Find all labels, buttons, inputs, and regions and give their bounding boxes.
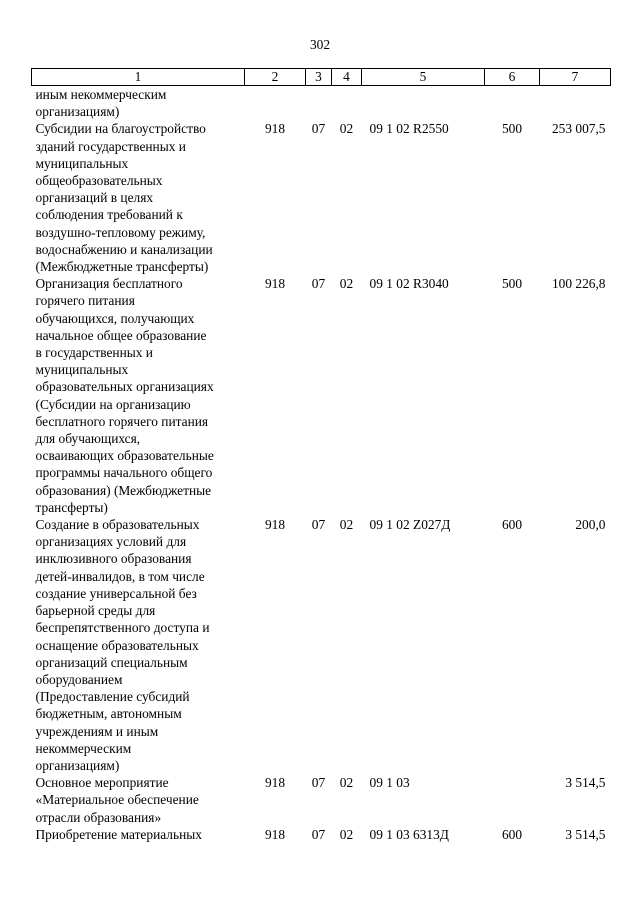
header-col-6: 6 xyxy=(485,69,540,86)
amount-cell xyxy=(540,86,611,121)
amount-cell: 3 514,5 xyxy=(565,775,606,791)
table-row xyxy=(32,774,611,826)
subsection-cell xyxy=(332,86,362,121)
subsection-cell: 02 xyxy=(339,517,354,533)
expense-type-cell xyxy=(485,86,540,121)
row-name-cell xyxy=(32,516,245,774)
admin-code-cell: 918 xyxy=(264,775,286,791)
header-col-5: 5 xyxy=(362,69,485,86)
header-col-7: 7 xyxy=(540,69,611,86)
name-line: отрасли образования» xyxy=(35,809,162,825)
row-name-cell xyxy=(32,826,245,843)
name-line: в государственных и xyxy=(35,345,153,361)
name-line: соблюдения требований к xyxy=(35,207,183,223)
admin-code-cell: 918 xyxy=(264,121,286,137)
name-line: некоммерческим xyxy=(35,740,132,756)
name-line: детей-инвалидов, в том числе xyxy=(35,568,205,584)
section-cell xyxy=(306,86,332,121)
name-line: программы начального общего xyxy=(35,465,213,481)
amount-cell: 3 514,5 xyxy=(565,826,606,842)
expense-type-cell: 500 xyxy=(501,121,523,137)
name-line: учреждениям и иным xyxy=(35,723,159,739)
name-line: организаций специальным xyxy=(35,654,188,670)
name-line: Субсидии на благоустройство xyxy=(35,121,206,137)
name-line: Основное мероприятие xyxy=(35,775,169,791)
admin-code-cell: 918 xyxy=(264,826,286,842)
subsection-cell: 02 xyxy=(339,121,354,137)
name-line: организациях условий для xyxy=(35,534,187,550)
name-line: воздушно-тепловому режиму, xyxy=(35,224,206,240)
name-line: водоснабжению и канализации xyxy=(35,241,213,257)
name-line: для обучающихся, xyxy=(35,431,141,447)
table-row xyxy=(32,516,611,774)
name-line: общеобразовательных xyxy=(35,173,163,189)
target-article-cell: 09 1 02 R2550 xyxy=(369,121,449,137)
name-line: муниципальных xyxy=(35,155,129,171)
name-line: организаций в целях xyxy=(35,190,154,206)
expense-type-cell: 600 xyxy=(501,517,523,533)
name-line: создание универсальной без xyxy=(35,585,197,601)
section-cell: 07 xyxy=(311,517,326,533)
subsection-cell: 02 xyxy=(339,826,354,842)
header-row xyxy=(32,69,611,86)
section-cell: 07 xyxy=(311,775,326,791)
name-line: барьерной среды для xyxy=(35,603,156,619)
target-article-cell: 09 1 02 R3040 xyxy=(369,276,449,292)
name-line: (Субсидии на организацию xyxy=(35,396,191,412)
table-header xyxy=(32,69,611,86)
name-line: Организация бесплатного xyxy=(35,276,183,292)
target-article-cell xyxy=(362,86,485,121)
name-line: (Межбюджетные трансферты) xyxy=(35,259,209,275)
expense-type-cell: 500 xyxy=(501,276,523,292)
table-body xyxy=(32,86,611,843)
section-cell: 07 xyxy=(311,121,326,137)
name-line: осваивающих образовательные xyxy=(35,448,214,464)
name-line: (Предоставление субсидий xyxy=(35,689,190,705)
admin-code-cell xyxy=(245,86,306,121)
header-col-2: 2 xyxy=(245,69,306,86)
name-line: образования) (Межбюджетные xyxy=(35,482,212,498)
row-name-cell xyxy=(32,774,245,826)
budget-table xyxy=(31,68,611,843)
admin-code-cell: 918 xyxy=(264,517,286,533)
target-article-cell: 09 1 03 6313Д xyxy=(369,826,449,842)
header-col-4: 4 xyxy=(332,69,362,86)
row-name-cell xyxy=(32,275,245,516)
subsection-cell: 02 xyxy=(339,775,354,791)
name-line: образовательных организациях xyxy=(35,379,214,395)
row-name-cell xyxy=(32,86,245,121)
section-cell: 07 xyxy=(311,276,326,292)
amount-cell: 200,0 xyxy=(575,517,606,533)
row-name-cell xyxy=(32,120,245,275)
expense-type-cell: 600 xyxy=(501,826,523,842)
name-line: оборудованием xyxy=(35,671,123,687)
name-line: Приобретение материальных xyxy=(35,826,202,842)
name-line: горячего питания xyxy=(35,293,135,309)
table-row xyxy=(32,826,611,843)
amount-cell: 100 226,8 xyxy=(551,276,606,292)
table-row xyxy=(32,86,611,121)
expense-type-cell xyxy=(485,774,540,826)
page-number: 302 xyxy=(309,37,331,52)
admin-code-cell: 918 xyxy=(264,276,286,292)
name-line: начальное общее образование xyxy=(35,327,207,343)
name-line: обучающихся, получающих xyxy=(35,310,195,326)
name-line: зданий государственных и xyxy=(35,138,186,154)
name-line: инклюзивного образования xyxy=(35,551,192,567)
name-line: оснащение образовательных xyxy=(35,637,199,653)
amount-cell: 253 007,5 xyxy=(551,121,606,137)
target-article-cell: 09 1 02 Z027Д xyxy=(369,517,451,533)
name-line: бюджетным, автономным xyxy=(35,706,182,722)
table-row xyxy=(32,275,611,516)
name-line: Создание в образовательных xyxy=(35,517,200,533)
subsection-cell: 02 xyxy=(339,276,354,292)
name-line: беспрепятственного доступа и xyxy=(35,620,210,636)
name-line: трансферты) xyxy=(35,499,108,515)
name-line: организациям) xyxy=(35,757,120,773)
table-row xyxy=(32,120,611,275)
name-line: муниципальных xyxy=(35,362,129,378)
name-line: бесплатного горячего питания xyxy=(35,413,209,429)
name-line: иным некоммерческим xyxy=(35,87,167,102)
header-col-1: 1 xyxy=(32,69,245,86)
section-cell: 07 xyxy=(311,826,326,842)
header-col-3: 3 xyxy=(306,69,332,86)
name-line: организациям) xyxy=(35,104,120,120)
name-line: «Материальное обеспечение xyxy=(35,792,199,808)
target-article-cell: 09 1 03 xyxy=(369,775,410,791)
